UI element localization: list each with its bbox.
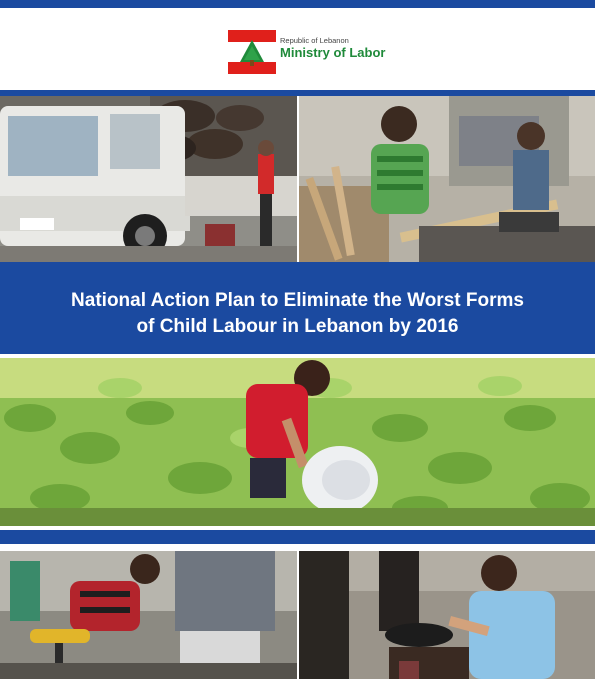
- photo-carpentry: [299, 96, 595, 262]
- photo-tobacco-field: [0, 358, 595, 526]
- title-box: [0, 268, 595, 354]
- header: [0, 8, 595, 90]
- photo-boy-workshop: [0, 551, 297, 679]
- white-separator-3: [0, 544, 595, 551]
- title-line-1: National Action Plan to Eliminate the Worst Forms: [71, 290, 524, 311]
- org-line1: Republic of Lebanon: [280, 36, 349, 45]
- org-line2: Ministry of Labor: [280, 45, 386, 60]
- cedar-flag-icon: [228, 30, 276, 74]
- title-line-2: of Child Labour in Lebanon by 2016: [136, 316, 459, 337]
- photo-truck-workers: [0, 96, 297, 262]
- blue-band-lower: [0, 530, 595, 544]
- top-blue-bar: [0, 0, 595, 8]
- photo-shoe-shine: [299, 551, 595, 679]
- document-title: [20, 288, 575, 340]
- ministry-logo: [228, 30, 386, 76]
